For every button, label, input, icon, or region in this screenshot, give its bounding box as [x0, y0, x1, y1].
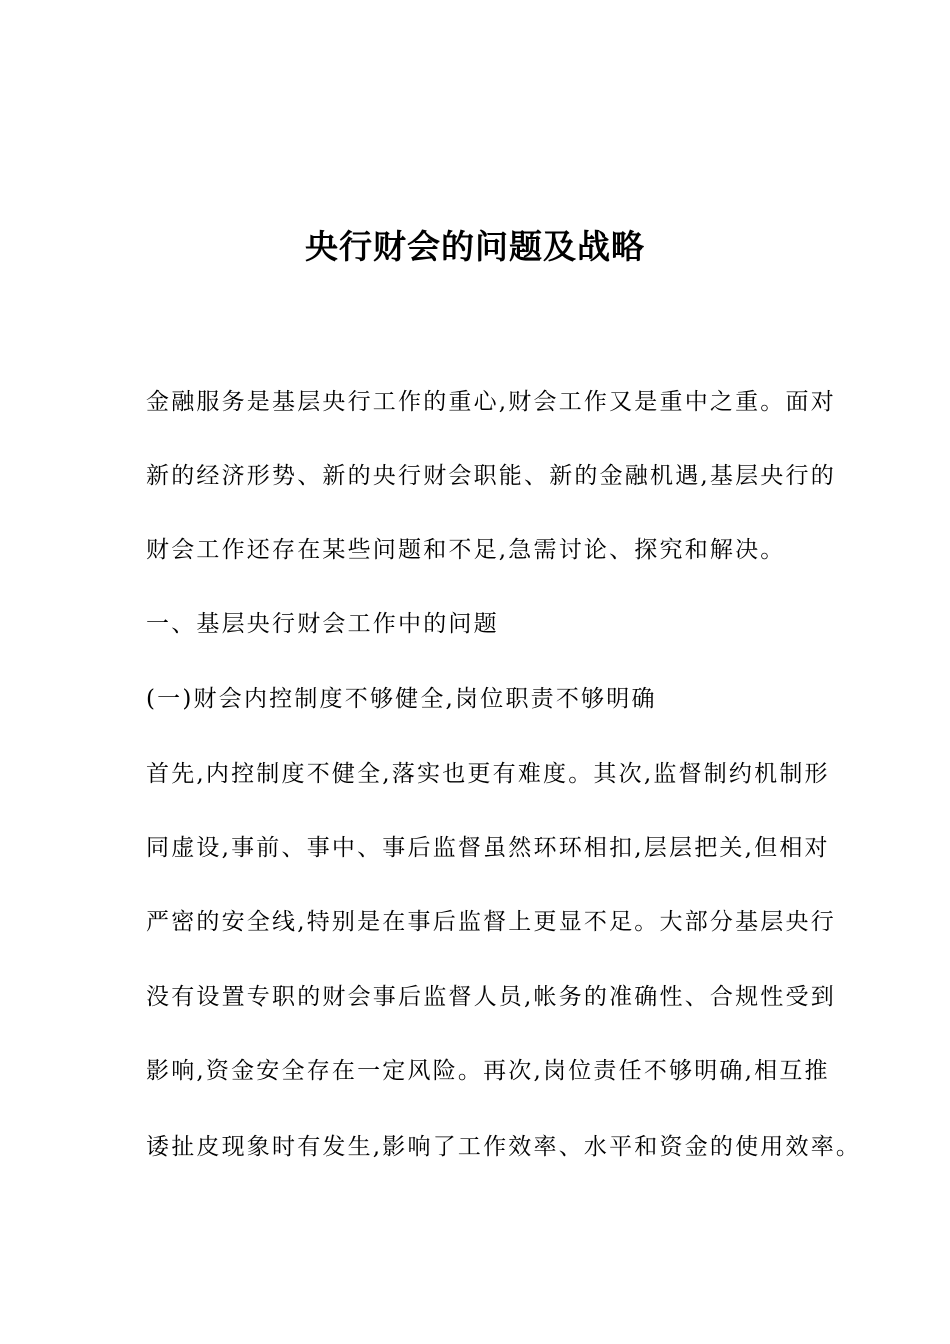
subsection-heading: (一)财会内控制度不够健全,岗位职责不够明确	[146, 686, 657, 712]
paragraph-line: 财会工作还存在某些问题和不足,急需讨论、探究和解决。	[146, 537, 786, 563]
paragraph-line: 没有设置专职的财会事后监督人员,帐务的准确性、合规性受到	[146, 984, 836, 1010]
section-heading: 一、基层央行财会工作中的问题	[146, 611, 499, 637]
paragraph-line: 金融服务是基层央行工作的重心,财会工作又是重中之重。面对	[146, 389, 836, 415]
document-title: 央行财会的问题及战略	[305, 227, 645, 266]
paragraph-line: 严密的安全线,特别是在事后监督上更显不足。大部分基层央行	[146, 909, 836, 935]
paragraph-line: 诿扯皮现象时有发生,影响了工作效率、水平和资金的使用效率。	[146, 1134, 862, 1160]
paragraph-line: 同虚设,事前、事中、事后监督虽然环环相扣,层层把关,但相对	[146, 835, 830, 861]
paragraph-line: 首先,内控制度不健全,落实也更有难度。其次,监督制约机制形	[146, 761, 830, 787]
paragraph-line: 新的经济形势、新的央行财会职能、新的金融机遇,基层央行的	[146, 463, 836, 489]
paragraph-line: 影响,资金安全存在一定风险。再次,岗位责任不够明确,相互推	[146, 1058, 830, 1084]
